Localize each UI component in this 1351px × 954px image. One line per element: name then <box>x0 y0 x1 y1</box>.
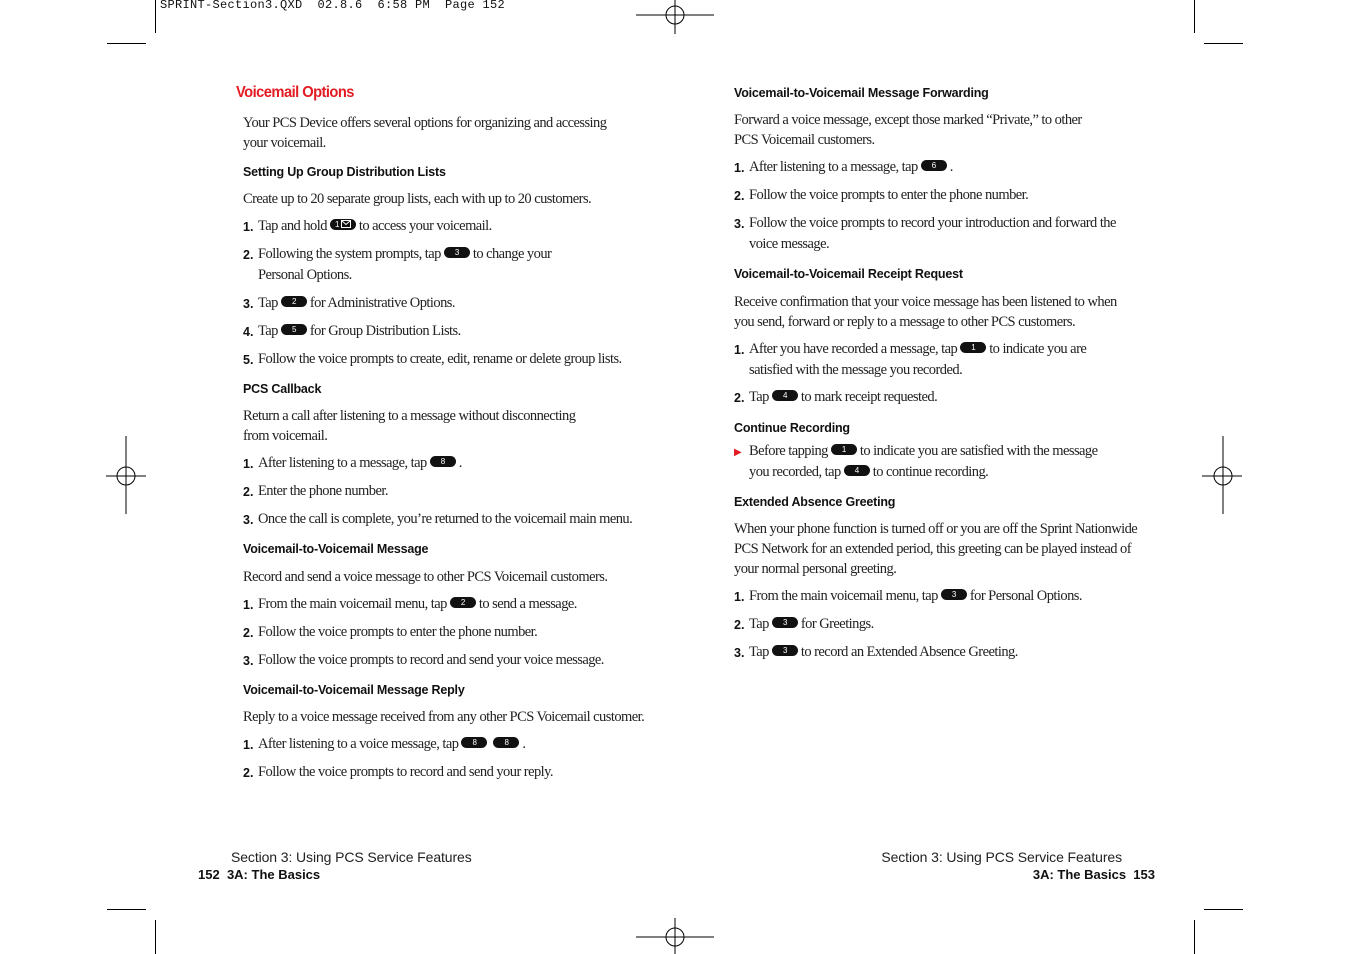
step-number: 2. <box>734 189 745 203</box>
step-number: 4. <box>243 325 254 339</box>
v2v-step-2: Follow the voice prompts to enter the phone number. <box>258 624 538 640</box>
forwarding-step-3: Follow the voice prompts to record your introduction and forward the voice message. <box>749 215 1116 252</box>
step-number: 3. <box>734 646 745 660</box>
page-number: 152 <box>198 867 220 882</box>
heading-v2v-message: Voicemail-to-Voicemail Message <box>243 542 429 556</box>
key-3-icon: 3 <box>941 589 967 600</box>
registration-mark-right <box>1202 436 1244 516</box>
step-number: 1. <box>734 343 745 357</box>
heading-group-lists: Setting Up Group Distribution Lists <box>243 165 446 179</box>
reply-step-1: After listening to a voice message, tap 8 8 . <box>258 736 526 752</box>
group-step-1 <box>258 216 492 237</box>
forwarding-step-1: After listening to a message, tap 6 . <box>749 159 953 175</box>
step-number: 1. <box>243 738 254 752</box>
v2v-desc: Record and send a voice message to other PCS Voicemail customers. <box>243 569 608 585</box>
heading-continue-recording: Continue Recording <box>734 421 850 435</box>
absence-step-3: Tap 3 to record an Extended Absence Greeting. <box>749 644 1018 660</box>
group-step-2: Following the system prompts, tap 3 to change your Personal Options. <box>258 246 552 283</box>
key-8-icon: 8 <box>493 737 519 748</box>
step-number: 2. <box>734 618 745 632</box>
reply-step-2: Follow the voice prompts to record and send your reply. <box>258 764 553 780</box>
step-number: 5. <box>243 353 254 367</box>
intro-paragraph: Your PCS Device offers several options for organizing and accessing your voicemail. <box>243 115 607 151</box>
step-number: 2. <box>243 248 254 262</box>
group-step-4: Tap 5 for Group Distribution Lists. <box>258 323 461 339</box>
group-step-3: Tap 2 for Administrative Options. <box>258 295 455 311</box>
step-number: 1. <box>734 161 745 175</box>
receipt-step-1: After you have recorded a message, tap 1 to indicate you are satisfied with the message you recorded. <box>749 341 1087 378</box>
page-number: 153 <box>1133 867 1155 882</box>
footer-page-right <box>1033 867 1155 882</box>
heading-absence: Extended Absence Greeting <box>734 495 896 509</box>
bullet-triangle-icon: ▶ <box>734 447 742 458</box>
voicemail-key-icon: 1 <box>330 219 356 230</box>
step-number: 3. <box>243 654 254 668</box>
step-number: 3. <box>243 513 254 527</box>
forwarding-step-2: Follow the voice prompts to enter the phone number. <box>749 187 1029 203</box>
group-lists-desc: Create up to 20 separate group lists, each with up to 20 customers. <box>243 191 592 207</box>
group-step-5: Follow the voice prompts to create, edit, rename or delete group lists. <box>258 351 622 367</box>
receipt-desc: Receive confirmation that your voice message has been listened to when you send, forward or reply to a message to other PCS customers. <box>734 294 1117 330</box>
key-3-icon: 3 <box>772 617 798 628</box>
absence-step-1: From the main voicemail menu, tap 3 for Personal Options. <box>749 588 1082 604</box>
footer-section-right: Section 3: Using PCS Service Features <box>881 849 1122 865</box>
step-number: 3. <box>734 217 745 231</box>
callback-step-2: Enter the phone number. <box>258 483 388 499</box>
absence-desc: When your phone function is turned off or you are off the Sprint Nationwide PCS Network for an extended period, this greeting can be played instead of your normal personal greeting. <box>734 521 1138 577</box>
absence-step-2: Tap 3 for Greetings. <box>749 616 874 632</box>
step-number: 1. <box>243 598 254 612</box>
step-number: 1. <box>243 457 254 471</box>
key-1-icon: 1 <box>831 444 857 455</box>
key-4-icon: 4 <box>772 390 798 401</box>
registration-mark-left <box>106 436 148 516</box>
key-2-icon: 2 <box>450 597 476 608</box>
v2v-step-3: Follow the voice prompts to record and send your voice message. <box>258 652 604 668</box>
forwarding-desc: Forward a voice message, except those marked “Private,” to other PCS Voicemail customers. <box>734 112 1082 148</box>
step-text: Tap and hold <box>258 218 327 234</box>
chapter-label: 3A: The Basics <box>226 867 321 882</box>
key-4-icon: 4 <box>844 465 870 476</box>
key-3-icon: 3 <box>772 645 798 656</box>
key-3-icon: 3 <box>444 247 470 258</box>
key-8-icon: 8 <box>461 737 487 748</box>
step-number: 1. <box>734 590 745 604</box>
key-5-icon: 5 <box>281 324 307 335</box>
callback-step-1: After listening to a message, tap 8 . <box>258 455 462 471</box>
receipt-step-2: Tap 4 to mark receipt requested. <box>749 389 938 405</box>
step-number: 1. <box>243 220 254 234</box>
heading-receipt: Voicemail-to-Voicemail Receipt Request <box>734 267 963 281</box>
reply-desc: Reply to a voice message received from any other PCS Voicemail customer. <box>243 709 645 725</box>
callback-step-3: Once the call is complete, you’re returned to the voicemail main menu. <box>258 511 633 527</box>
key-1-icon: 1 <box>960 342 986 353</box>
key-6-icon: 6 <box>921 160 947 171</box>
callback-desc: Return a call after listening to a message without disconnecting from voicemail. <box>243 408 576 444</box>
step-number: 3. <box>243 297 254 311</box>
step-number: 2. <box>243 626 254 640</box>
step-text: to access your voicemail. <box>358 218 492 234</box>
continue-bullet: Before tapping 1 to indicate you are satisfied with the message you recorded, tap 4 to continue recording. <box>749 443 1098 480</box>
heading-v2v-reply: Voicemail-to-Voicemail Message Reply <box>243 683 465 697</box>
step-number: 2. <box>243 485 254 499</box>
file-slug: SPRINT-Section3.QXD 02.8.6 6:58 PM Page 152 <box>160 0 506 12</box>
heading-pcs-callback: PCS Callback <box>243 382 322 396</box>
page-title: Voicemail Options <box>236 84 354 101</box>
footer-page-left <box>198 867 320 882</box>
heading-forwarding: Voicemail-to-Voicemail Message Forwarding <box>734 86 989 100</box>
step-number: 2. <box>243 766 254 780</box>
key-8-icon: 8 <box>430 456 456 467</box>
registration-mark-top <box>636 0 716 36</box>
key-2-icon: 2 <box>281 296 307 307</box>
registration-mark-bottom <box>636 918 716 954</box>
step-number: 2. <box>734 391 745 405</box>
v2v-step-1: From the main voicemail menu, tap 2 to send a message. <box>258 596 577 612</box>
chapter-label: 3A: The Basics <box>1032 867 1127 882</box>
footer-section-left: Section 3: Using PCS Service Features <box>231 849 472 865</box>
